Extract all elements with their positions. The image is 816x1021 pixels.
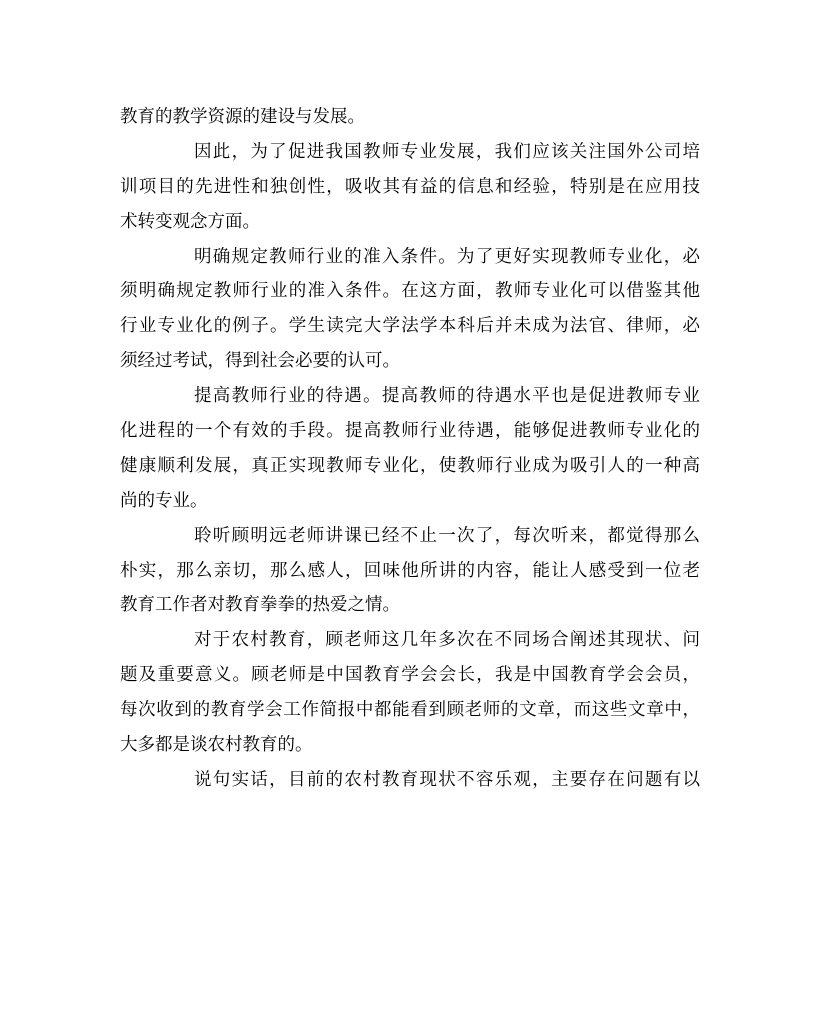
text-line: 说句实话，目前的农村教育现状不容乐观，主要存在问题有以 [194,769,700,790]
text-line: 因此，为了促进我国教师专业发展，我们应该关注国外公司培 [194,141,700,162]
text-line: 教育的教学资源的建设与发展。 [120,107,365,127]
text-line: 行业专业化的例子。学生读完大学法学本科后并未成为法官、律师，必 [120,316,700,337]
text-line: 提高教师行业的待遇。提高教师的待遇水平也是促进教师专业 [194,386,700,407]
text-line: 朴实，那么亲切，那么感人，回味他所讲的内容，能让人感受到一位老 [120,560,700,581]
text-line: 术转变观念方面。 [120,211,260,232]
text-line: 教育工作者对教育拳拳的热爱之情。 [120,595,400,616]
text-line: 健康顺利发展，真正实现教师专业化，使教师行业成为吸引人的一种高 [120,455,700,476]
text-line: 聆听顾明远老师讲课已经不止一次了，每次听来，都觉得那么 [194,525,700,546]
text-line: 大多都是谈农村教育的。 [120,735,313,756]
text-line: 明确规定教师行业的准入条件。为了更好实现教师专业化，必 [194,246,700,267]
text-line: 训项目的先进性和独创性，吸收其有益的信息和经验，特别是在应用技 [120,176,700,197]
text-line: 对于农村教育，顾老师这几年多次在不同场合阐述其现状、问 [194,630,700,651]
text-line: 尚的专业。 [120,490,208,511]
text-line: 每次收到的教育学会工作简报中都能看到顾老师的文章，而这些文章中， [120,700,700,721]
text-line: 题及重要意义。顾老师是中国教育学会会长，我是中国教育学会会员， [120,665,700,686]
text-line: 化进程的一个有效的手段。提高教师行业待遇，能够促进教师专业化的 [120,421,700,442]
document-body [120,100,700,798]
text-line: 须明确规定教师行业的准入条件。在这方面，教师专业化可以借鉴其他 [120,281,700,302]
text-line: 须经过考试，得到社会必要的认可。 [120,351,400,372]
